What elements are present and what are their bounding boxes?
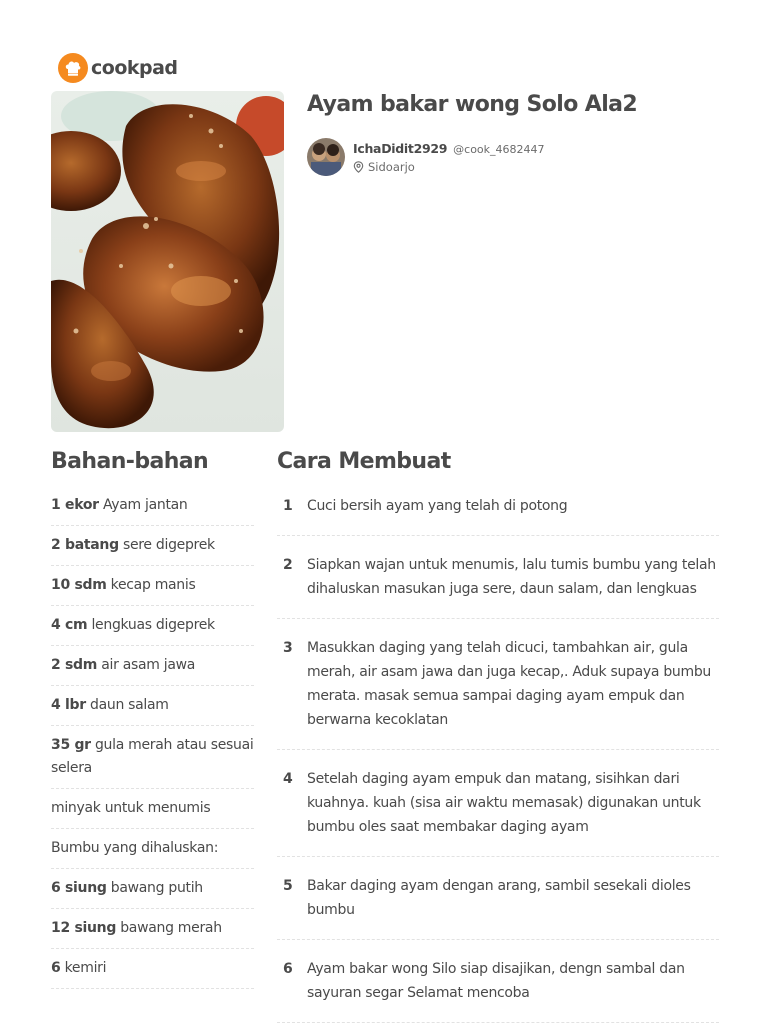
ingredient-text: kemiri bbox=[64, 960, 107, 976]
ingredient-text: bawang merah bbox=[120, 920, 222, 936]
ingredient-text: daun salam bbox=[90, 697, 169, 713]
author-name[interactable]: IchaDidit2929 bbox=[353, 141, 448, 156]
step-text: Cuci bersih ayam yang telah di potong bbox=[307, 498, 568, 514]
step-text: Siapkan wajan untuk menumis, lalu tumis bumbu yang telah dihaluskan masukan juga sere, daun salam, dan lengkuas bbox=[307, 557, 716, 597]
ingredient-text: lengkuas digeprek bbox=[91, 617, 215, 633]
step-number: 1 bbox=[283, 498, 293, 514]
location-pin-icon bbox=[353, 161, 364, 173]
step-item bbox=[277, 866, 719, 940]
step-text: Masukkan daging yang telah dicuci, tambahkan air, gula merah, air asam jawa dan juga kecap,. Aduk supaya bumbu merata. masak semua sampai daging ayam empuk dan berwarna kecoklatan bbox=[307, 640, 711, 728]
ingredient-item bbox=[51, 909, 254, 949]
ingredient-text: gula merah atau sesuai selera bbox=[51, 737, 254, 776]
ingredient-quantity: 4 cm bbox=[51, 617, 88, 633]
author-avatar[interactable] bbox=[307, 138, 345, 176]
ingredient-item bbox=[51, 949, 254, 989]
step-item bbox=[277, 545, 719, 619]
cookpad-logo[interactable] bbox=[58, 52, 178, 84]
ingredient-item bbox=[51, 726, 254, 789]
step-number: 3 bbox=[283, 640, 293, 656]
ingredient-item bbox=[51, 566, 254, 606]
step-item bbox=[277, 486, 719, 536]
step-item bbox=[277, 949, 719, 1023]
ingredient-item bbox=[51, 646, 254, 686]
ingredient-item bbox=[51, 486, 254, 526]
ingredient-quantity: 35 gr bbox=[51, 737, 91, 753]
ingredient-quantity: 10 sdm bbox=[51, 577, 107, 593]
steps-list bbox=[277, 486, 719, 1024]
author-handle: @cook_4682447 bbox=[453, 143, 545, 156]
step-text: Bakar daging ayam dengan arang, sambil sesekali dioles bumbu bbox=[307, 878, 691, 918]
ingredient-item bbox=[51, 869, 254, 909]
ingredient-text: kecap manis bbox=[110, 577, 196, 593]
ingredient-quantity: 12 siung bbox=[51, 920, 117, 936]
ingredients-list bbox=[51, 486, 254, 989]
ingredient-quantity: 6 siung bbox=[51, 880, 107, 896]
step-number: 4 bbox=[283, 771, 293, 787]
step-number: 6 bbox=[283, 961, 293, 977]
ingredient-item bbox=[51, 526, 254, 566]
ingredient-text: air asam jawa bbox=[101, 657, 196, 673]
ingredient-quantity: 4 lbr bbox=[51, 697, 86, 713]
brand-name: cookpad bbox=[91, 57, 178, 79]
ingredient-quantity: 6 bbox=[51, 960, 61, 976]
ingredient-item bbox=[51, 606, 254, 646]
step-text: Ayam bakar wong Silo siap disajikan, dengn sambal dan sayuran segar Selamat mencoba bbox=[307, 961, 685, 1001]
recipe-photo bbox=[51, 91, 284, 432]
author-location: Sidoarjo bbox=[368, 160, 415, 174]
ingredients-heading: Bahan-bahan bbox=[51, 449, 209, 474]
ingredient-text: Bumbu yang dihaluskan: bbox=[51, 840, 219, 856]
ingredient-item bbox=[51, 789, 254, 829]
steps-heading: Cara Membuat bbox=[277, 449, 451, 474]
ingredient-quantity: 2 batang bbox=[51, 537, 119, 553]
ingredient-item bbox=[51, 829, 254, 869]
ingredient-text: Ayam jantan bbox=[102, 497, 188, 513]
ingredient-text: sere digeprek bbox=[122, 537, 215, 553]
ingredient-text: bawang putih bbox=[110, 880, 203, 896]
step-item bbox=[277, 759, 719, 857]
ingredient-quantity: 2 sdm bbox=[51, 657, 98, 673]
step-number: 5 bbox=[283, 878, 293, 894]
recipe-title: Ayam bakar wong Solo Ala2 bbox=[307, 92, 638, 117]
step-number: 2 bbox=[283, 557, 293, 573]
ingredient-quantity: 1 ekor bbox=[51, 497, 99, 513]
author-block[interactable] bbox=[307, 138, 545, 176]
step-text: Setelah daging ayam empuk dan matang, sisihkan dari kuahnya. kuah (sisa air waktu memasak) digunakan untuk bumbu oles saat membakar daging ayam bbox=[307, 771, 701, 835]
ingredient-text: minyak untuk menumis bbox=[51, 800, 211, 816]
ingredient-item bbox=[51, 686, 254, 726]
chef-hat-icon bbox=[58, 53, 88, 83]
step-item bbox=[277, 628, 719, 750]
